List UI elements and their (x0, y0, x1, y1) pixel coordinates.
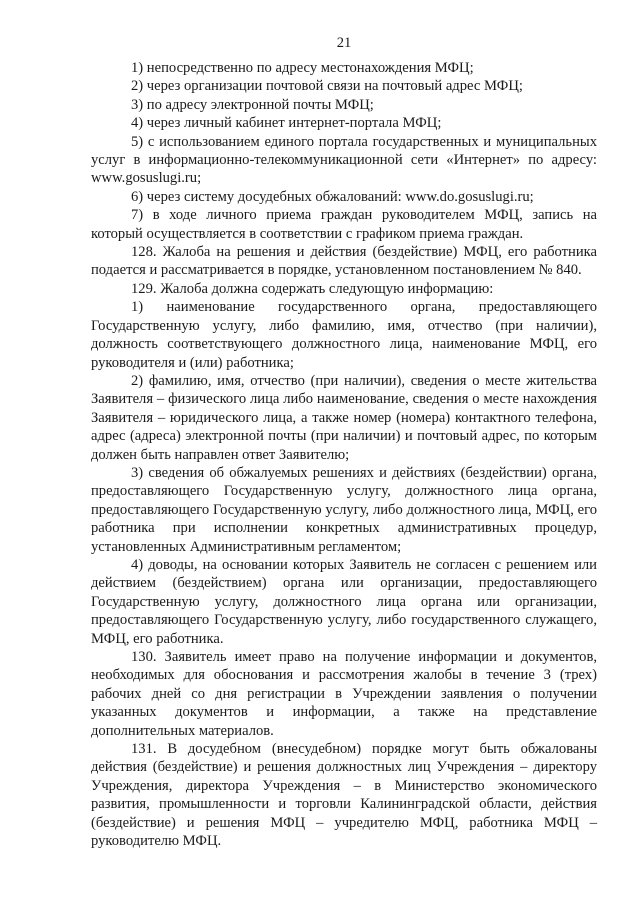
paragraph-128: 128. Жалоба на решения и действия (бездействие) МФЦ, его работника подается и рассматривается в порядке, установленном постановлением № 840. (91, 244, 597, 279)
paragraph-129-item-3: 3) сведения об обжалуемых решениях и действиях (бездействии) органа, предоставляющего Государственную услугу, должностного лица органа, предоставляющего Государственную услугу, либо должностного лица, МФЦ, его работника при исполнении конкретных административных процедур, установленных Административным регламентом; (91, 464, 597, 555)
paragraph-item-1: 1) непосредственно по адресу местонахождения МФЦ; (131, 60, 474, 76)
document-page (91, 34, 597, 850)
paragraph-item-2: 2) через организации почтовой связи на почтовый адрес МФЦ; (131, 78, 523, 95)
paragraph-130: 130. Заявитель имеет право на получение информации и документов, необходимых для обоснования и рассмотрения жалобы в течение 3 (трех) рабочих дней со дня регистрации в Учреждении заявления о получении указанных документов и информации, а также на представление дополнительных материалов. (91, 649, 597, 739)
paragraph-item-4: 4) через личный кабинет интернет-портала МФЦ; (131, 115, 442, 132)
paragraph-item-5: 5) с использованием единого портала государственных и муниципальных услуг в информационно-телекоммуникационной сети «Интернет» по адресу: www.gosuslugi.ru; (91, 133, 597, 187)
paragraph-item-6: 6) через систему досудебных обжалований: www.do.gosuslugi.ru; (131, 188, 534, 205)
paragraph-131: 131. В досудебном (внесудебном) порядке могут быть обжалованы действия (бездействие) и решения должностных лиц Учреждения – директору Учреждения, директора Учреждения – в Министерство экономического развития, промышленности и торговли Калининградской области, действия (бездействие) и решения МФЦ – учредителю МФЦ, работника МФЦ – руководителю МФЦ. (91, 741, 597, 850)
paragraph-129-item-1: 1) наименование государственного органа, предоставляющего Государственную услугу, либо фамилию, имя, отчество (при наличии), должность соответствующего должностного лица, наименование МФЦ, его руководителя и (или) работника; (91, 299, 597, 371)
page-number: 21 (336, 35, 352, 51)
paragraph-129-item-4: 4) доводы, на основании которых Заявитель не согласен с решением или действием (бездействием) органа или организации, предоставляющего Государственную услугу, должностного лица органа или организации, предоставляющего Государственную услугу, либо государственного служащего, МФЦ, его работника. (91, 556, 597, 647)
paragraph-item-3: 3) по адресу электронной почты МФЦ; (131, 96, 374, 113)
paragraph-129-item-2: 2) фамилию, имя, отчество (при наличии), сведения о месте жительства Заявителя – физического лица либо наименование, сведения о месте нахождения Заявителя – юридического лица, а также номер (номера) контактного телефона, адрес (адреса) электронной почты (при наличии) и почтовый адрес, по которым должен быть направлен ответ Заявителю; (91, 372, 597, 463)
paragraph-item-7: 7) в ходе личного приема граждан руководителем МФЦ, запись на который осуществляется в соответствии с графиком приема граждан. (91, 207, 597, 242)
paragraph-129: 129. Жалоба должна содержать следующую информацию: (131, 280, 494, 297)
